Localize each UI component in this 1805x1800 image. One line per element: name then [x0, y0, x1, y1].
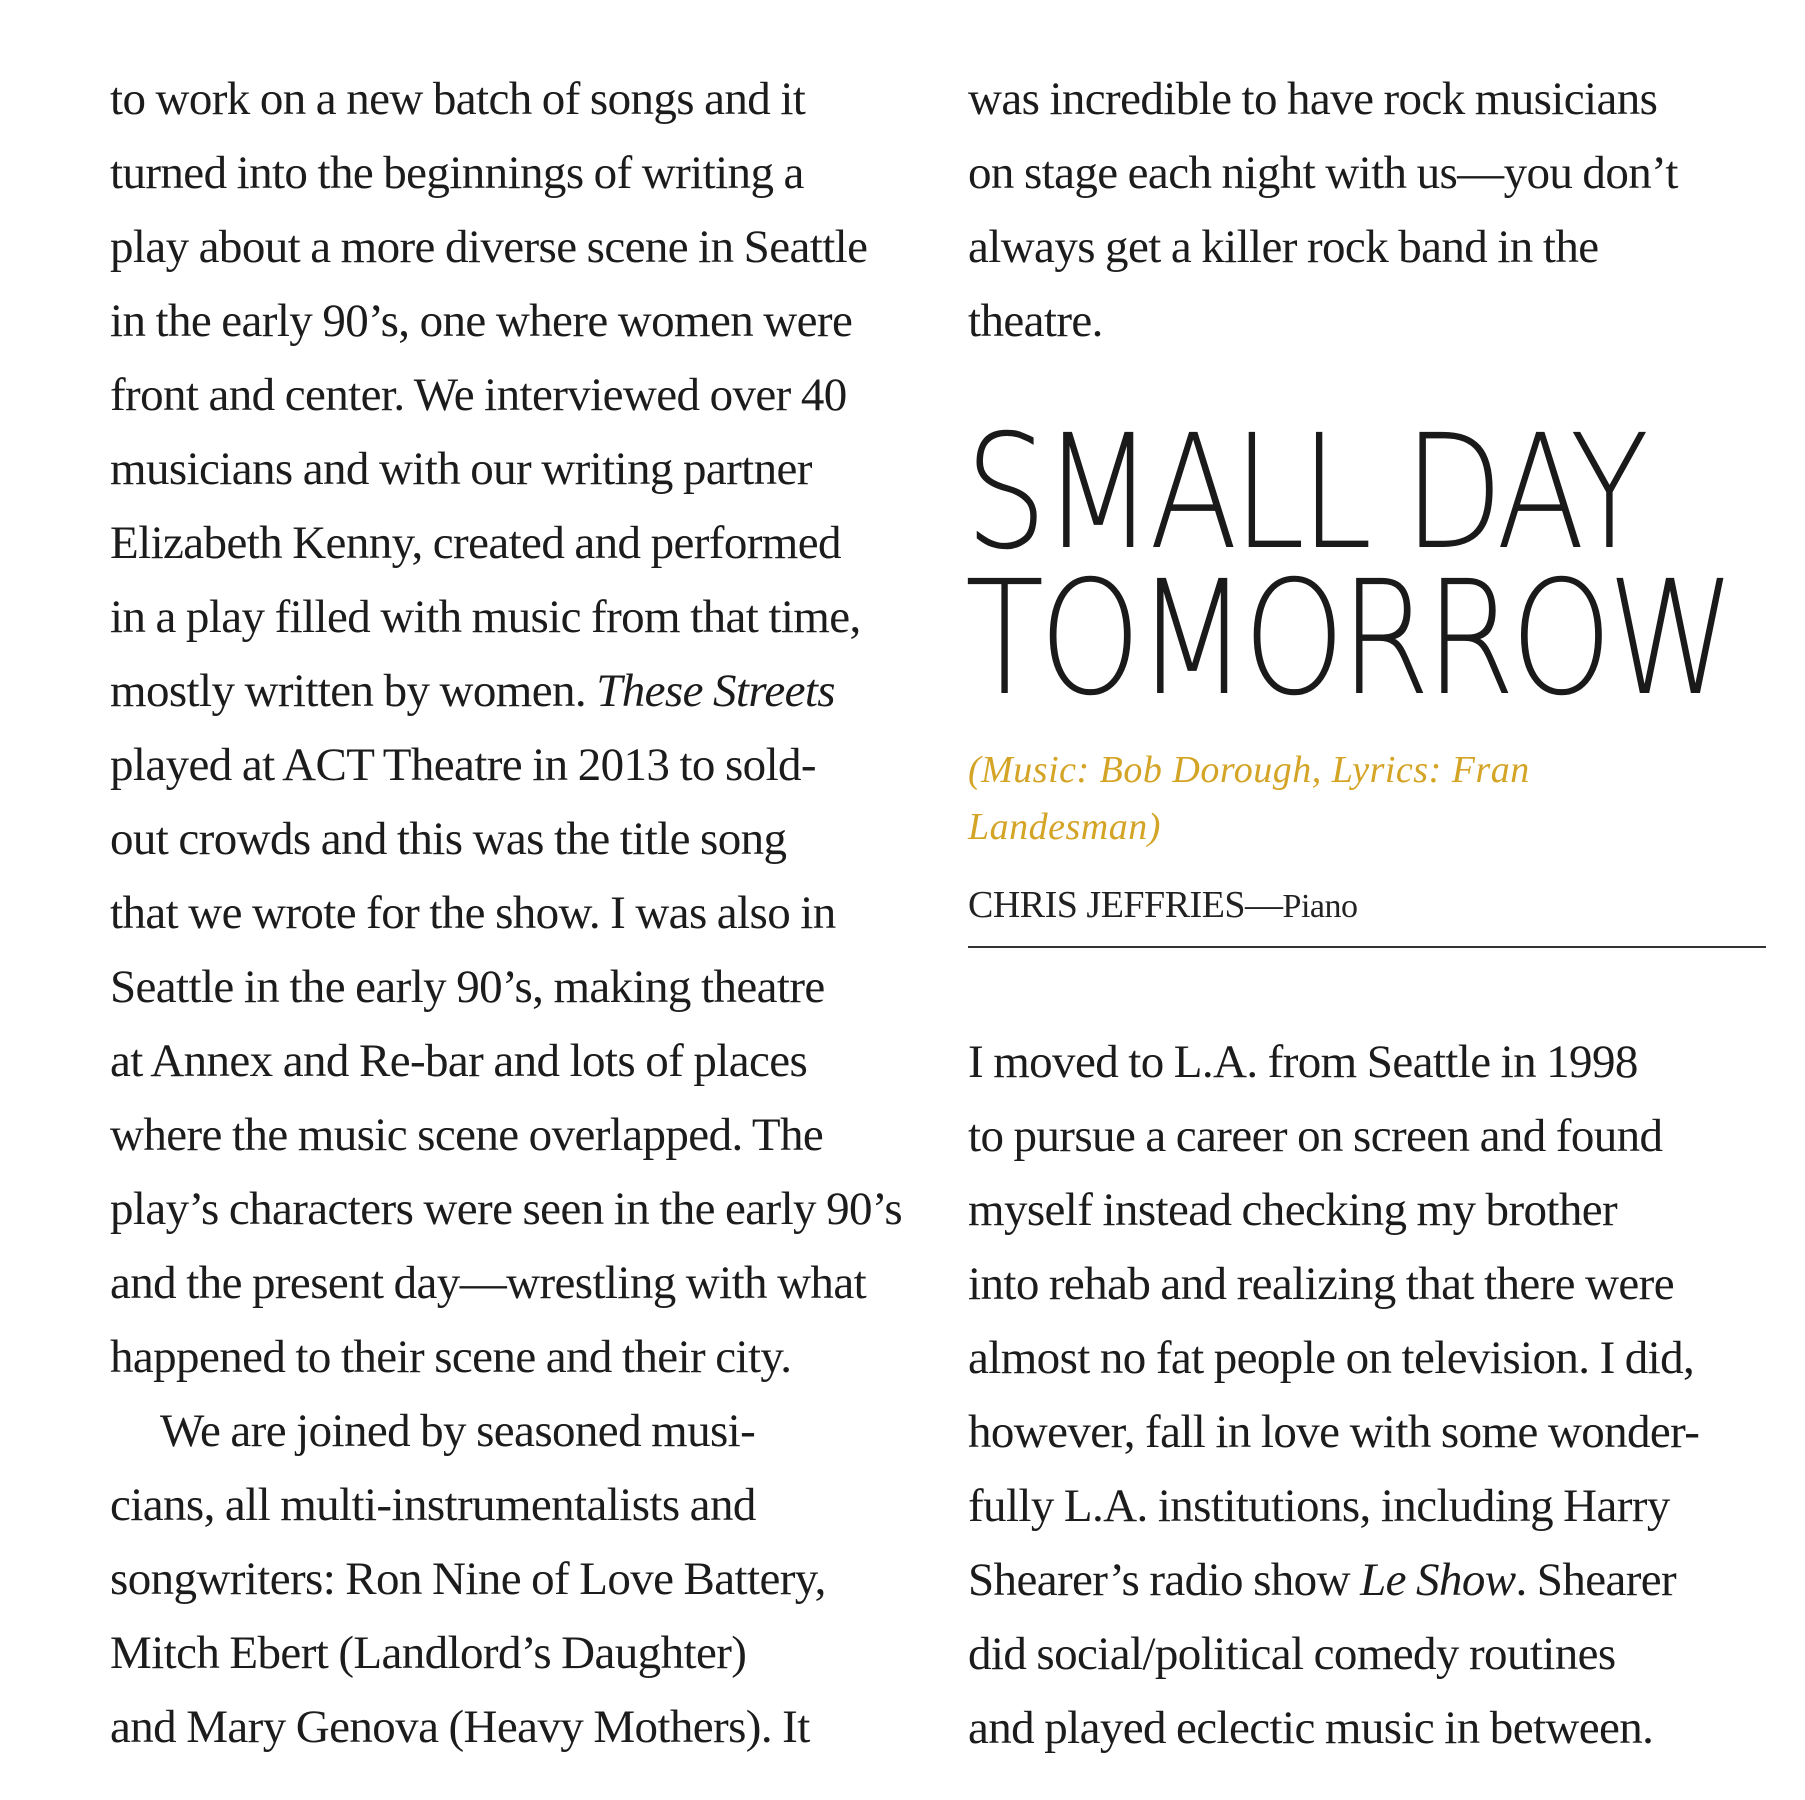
text-line: played at ACT Theatre in 2013 to sold- [110, 739, 816, 791]
text-line: songwriters: Ron Nine of Love Battery, [110, 1553, 826, 1605]
text-line: and played eclectic music in between. [968, 1702, 1654, 1754]
text-line: into rehab and realizing that there were [968, 1258, 1674, 1310]
text-line: fully L.A. institutions, including Harry [968, 1480, 1670, 1532]
text-line: happened to their scene and their city. [110, 1331, 792, 1383]
text-segment: mostly written by women. [110, 665, 597, 717]
text-segment: Shearer’s radio show [968, 1554, 1361, 1606]
text-line: play about a more diverse scene in Seattle [110, 221, 868, 273]
text-line: almost no fat people on television. I did, [968, 1332, 1695, 1384]
text-line: I moved to L.A. from Seattle in 1998 [968, 1036, 1638, 1088]
text-line: Mitch Ebert (Landlord’s Daughter) [110, 1627, 747, 1679]
text-line: was incredible to have rock musicians [968, 73, 1658, 125]
text-line: Seattle in the early 90’s, making theatre [110, 961, 825, 1013]
section-divider [968, 946, 1766, 948]
left-column-text [110, 62, 910, 1764]
performer-separator: — [1245, 884, 1283, 926]
text-line: and Mary Genova (Heavy Mothers). It [110, 1701, 810, 1753]
text-line: out crowds and this was the title song [110, 813, 787, 865]
text-segment: . Shearer [1515, 1554, 1677, 1606]
text-line: at Annex and Re-bar and lots of places [110, 1035, 808, 1087]
text-line: Elizabeth Kenny, created and performed [110, 517, 841, 569]
show-title-italic: Le Show [1360, 1554, 1516, 1606]
text-line: however, fall in love with some wonder- [968, 1406, 1700, 1458]
text-line: that we wrote for the show. I was also in [110, 887, 836, 939]
performer-name: CHRIS JEFFRIES [968, 884, 1246, 926]
text-line: theatre. [968, 295, 1103, 347]
play-title-italic: These Streets [596, 665, 835, 717]
performer-role: Piano [1282, 888, 1358, 925]
text-line [968, 1543, 1768, 1617]
text-line: in a play filled with music from that time, [110, 591, 861, 643]
right-column-bottom-text [968, 1025, 1768, 1765]
text-line: did social/political comedy routines [968, 1628, 1616, 1680]
text-line: play’s characters were seen in the early 90’s [110, 1183, 903, 1235]
text-line: We are joined by seasoned musi- [160, 1405, 756, 1457]
text-line: in the early 90’s, one where women were [110, 295, 853, 347]
text-line: always get a killer rock band in the [968, 221, 1599, 273]
song-credit [968, 742, 1728, 856]
song-title [965, 401, 1731, 731]
song-title-line: TOMORROW [965, 547, 1731, 731]
text-line: musicians and with our writing partner [110, 443, 812, 495]
text-line [110, 654, 910, 728]
song-title-line: SMALL DAY [965, 401, 1645, 585]
text-line: front and center. We interviewed over 40 [110, 369, 847, 421]
text-line: where the music scene overlapped. The [110, 1109, 824, 1161]
song-credit-line: Landesman) [968, 806, 1161, 848]
performer-credit [968, 880, 1358, 932]
text-line: and the present day—wrestling with what [110, 1257, 867, 1309]
right-column-top-text [968, 62, 1768, 358]
text-line: cians, all multi-instrumentalists and [110, 1479, 756, 1531]
text-line: on stage each night with us—you don’t [968, 147, 1678, 199]
song-credit-line: (Music: Bob Dorough, Lyrics: Fran [968, 749, 1530, 791]
text-line: myself instead checking my brother [968, 1184, 1618, 1236]
text-line: turned into the beginnings of writing a [110, 147, 804, 199]
text-line: to work on a new batch of songs and it [110, 73, 806, 125]
text-line: to pursue a career on screen and found [968, 1110, 1663, 1162]
